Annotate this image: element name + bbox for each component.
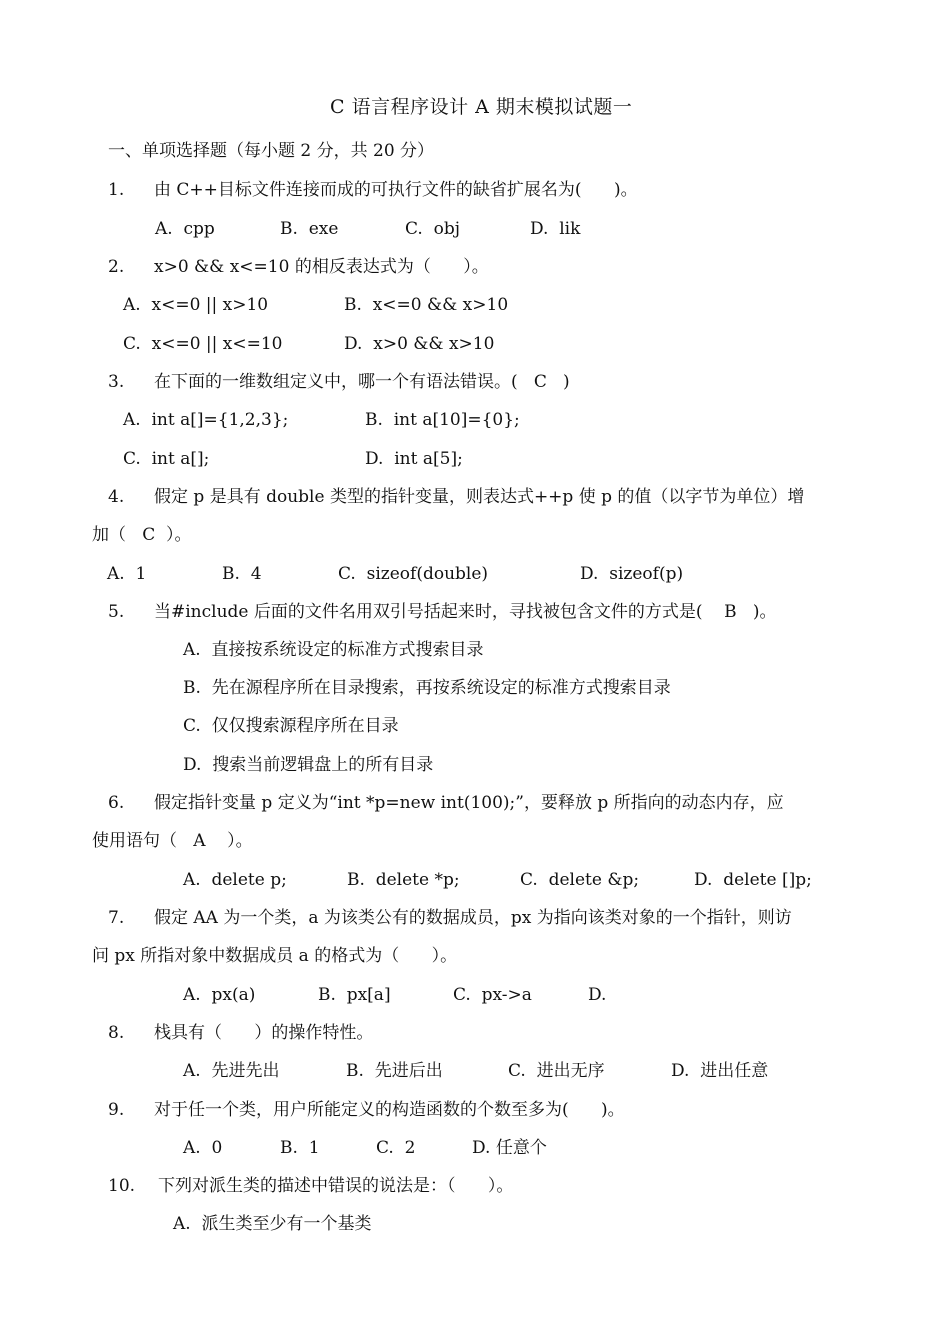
- option-c: C. 2: [376, 1138, 416, 1158]
- question-text-continued: 加（ C ）。: [92, 525, 192, 545]
- question-text: 在下面的一维数组定义中，哪一个有语法错误。( C ): [154, 372, 570, 392]
- option-d: D. 搜索当前逻辑盘上的所有目录: [183, 755, 434, 775]
- option-d: D. int a[5];: [365, 449, 463, 469]
- question-7: [108, 907, 792, 929]
- option-b: B. 4: [222, 564, 262, 584]
- option-a: A. 1: [107, 564, 147, 584]
- option-a: A. 0: [183, 1138, 223, 1158]
- option-d: D. sizeof(p): [580, 564, 684, 584]
- question-number: 5.: [108, 602, 125, 622]
- option-b: B. delete *p;: [347, 870, 460, 890]
- page-title: C 语言程序设计 A 期末模拟试题一: [330, 96, 633, 118]
- option-b: B. 先在源程序所在目录搜索，再按系统设定的标准方式搜索目录: [183, 678, 671, 698]
- question-text: 假定指针变量 p 定义为“int *p=new int(100);”，要释放 p 所指向的动态内存，应: [154, 793, 784, 813]
- question-number: 1.: [108, 180, 125, 200]
- option-d: D.: [588, 985, 607, 1005]
- option-d: D. delete []p;: [694, 870, 812, 890]
- option-c: C. x<=0 || x<=10: [123, 334, 283, 354]
- option-b: B. 1: [280, 1138, 320, 1158]
- question-3: [108, 371, 570, 393]
- option-a: A. px(a): [183, 985, 256, 1005]
- question-number: 9.: [108, 1100, 125, 1120]
- question-6: [108, 792, 784, 814]
- question-text-continued: 问 px 所指对象中数据成员 a 的格式为（ ）。: [92, 946, 458, 966]
- option-d: D. lik: [530, 219, 581, 239]
- option-c: C. 仅仅搜索源程序所在目录: [183, 716, 399, 736]
- question-number: 10.: [108, 1176, 136, 1196]
- option-a: A. 派生类至少有一个基类: [173, 1214, 372, 1234]
- question-text: 由 C++目标文件连接而成的可执行文件的缺省扩展名为( )。: [154, 180, 638, 200]
- question-5: [108, 601, 776, 623]
- option-c: C. obj: [405, 219, 461, 239]
- option-c: C. 进出无序: [508, 1061, 605, 1081]
- option-b: B. exe: [280, 219, 339, 239]
- question-number: 7.: [108, 908, 125, 928]
- question-text: 假定 p 是具有 double 类型的指针变量，则表达式++p 使 p 的值（以字节为单位）增: [154, 487, 805, 507]
- question-number: 8.: [108, 1023, 125, 1043]
- option-a: A. cpp: [155, 219, 215, 239]
- option-a: A. int a[]={1,2,3};: [123, 410, 289, 430]
- question-text-continued: 使用语句（ A ）。: [92, 831, 253, 851]
- question-number: 4.: [108, 487, 125, 507]
- option-d: D. 任意个: [472, 1138, 547, 1158]
- option-d: D. x>0 && x>10: [344, 334, 495, 354]
- question-4: [108, 486, 804, 508]
- option-c: C. int a[];: [123, 449, 210, 469]
- question-text: 当#include 后面的文件名用双引号括起来时，寻找被包含文件的方式是( B )。: [154, 602, 777, 622]
- option-a: A. 先进先出: [183, 1061, 280, 1081]
- option-b: B. x<=0 && x>10: [344, 295, 509, 315]
- question-text: 栈具有（ ）的操作特性。: [154, 1023, 374, 1043]
- question-number: 2.: [108, 257, 125, 277]
- option-b: B. px[a]: [318, 985, 391, 1005]
- question-8: [108, 1022, 373, 1044]
- option-a: A. delete p;: [183, 870, 287, 890]
- question-number: 3.: [108, 372, 125, 392]
- question-text: 下列对派生类的描述中错误的说法是：（ ）。: [158, 1176, 514, 1196]
- question-9: [108, 1099, 625, 1121]
- section-heading: 一、单项选择题（每小题 2 分，共 20 分）: [108, 141, 435, 161]
- question-2: [108, 256, 489, 278]
- option-c: C. px->a: [453, 985, 532, 1005]
- option-c: C. delete &p;: [520, 870, 640, 890]
- question-1: [108, 179, 638, 201]
- question-number: 6.: [108, 793, 125, 813]
- option-a: A. x<=0 || x>10: [123, 295, 269, 315]
- question-text: 对于任一个类，用户所能定义的构造函数的个数至多为( )。: [154, 1100, 625, 1120]
- question-text: 假定 AA 为一个类，a 为该类公有的数据成员，px 为指向该类对象的一个指针，则访: [154, 908, 792, 928]
- question-10: [108, 1175, 513, 1197]
- option-b: B. 先进后出: [346, 1061, 443, 1081]
- option-d: D. 进出任意: [671, 1061, 769, 1081]
- option-a: A. 直接按系统设定的标准方式搜索目录: [183, 640, 484, 660]
- question-text: x>0 && x<=10 的相反表达式为（ ）。: [154, 257, 489, 277]
- option-b: B. int a[10]={0};: [365, 410, 520, 430]
- option-c: C. sizeof(double): [338, 564, 489, 584]
